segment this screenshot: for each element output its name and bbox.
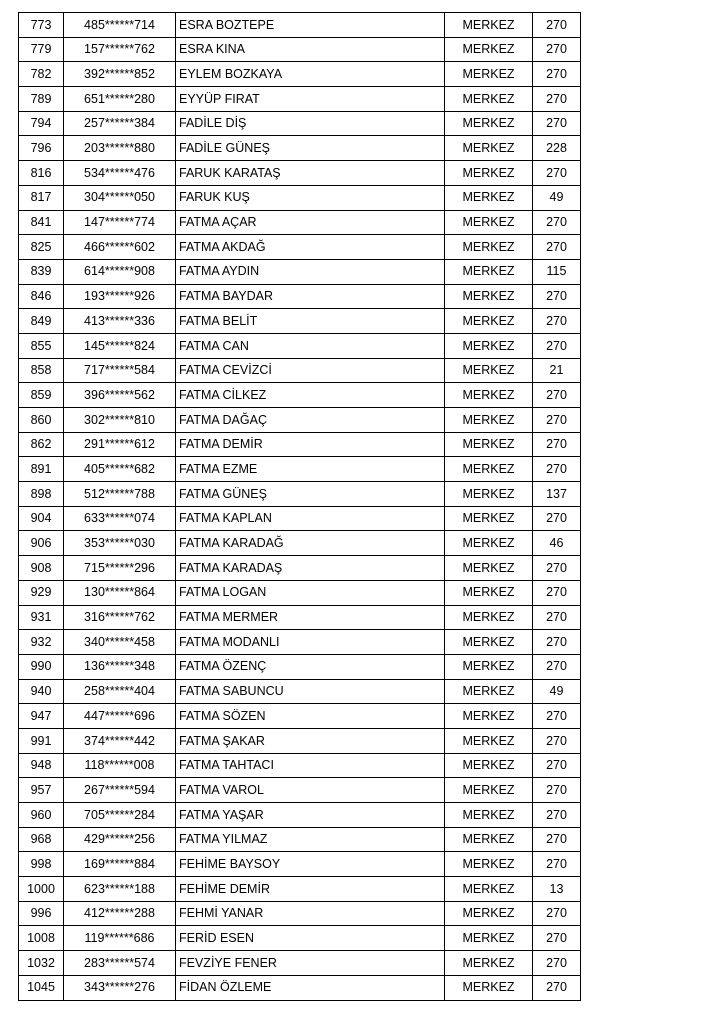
row-number-cell: 929 [19, 580, 64, 605]
row-number-cell: 782 [19, 62, 64, 87]
table-row [19, 457, 581, 482]
masked-id-cell: 257******384 [64, 111, 176, 136]
table-row [19, 235, 581, 260]
row-number-cell: 940 [19, 679, 64, 704]
full-name-cell: FATMA SABUNCU [176, 679, 445, 704]
row-number-cell: 860 [19, 408, 64, 433]
region-cell: MERKEZ [445, 333, 533, 358]
amount-cell: 49 [533, 679, 581, 704]
full-name-cell: FATMA BELİT [176, 309, 445, 334]
amount-cell: 270 [533, 408, 581, 433]
amount-cell: 270 [533, 556, 581, 581]
region-cell: MERKEZ [445, 185, 533, 210]
masked-id-cell: 512******788 [64, 482, 176, 507]
table-row [19, 87, 581, 112]
amount-cell: 270 [533, 704, 581, 729]
amount-cell: 270 [533, 926, 581, 951]
amount-cell: 270 [533, 827, 581, 852]
row-number-cell: 968 [19, 827, 64, 852]
row-number-cell: 1045 [19, 975, 64, 1000]
region-cell: MERKEZ [445, 556, 533, 581]
table-row [19, 630, 581, 655]
amount-cell: 270 [533, 753, 581, 778]
masked-id-cell: 267******594 [64, 778, 176, 803]
full-name-cell: FATMA DEMİR [176, 432, 445, 457]
amount-cell: 270 [533, 432, 581, 457]
row-number-cell: 858 [19, 358, 64, 383]
masked-id-cell: 304******050 [64, 185, 176, 210]
row-number-cell: 794 [19, 111, 64, 136]
table-row [19, 580, 581, 605]
amount-cell: 270 [533, 803, 581, 828]
masked-id-cell: 412******288 [64, 901, 176, 926]
full-name-cell: FEVZİYE FENER [176, 951, 445, 976]
row-number-cell: 947 [19, 704, 64, 729]
table-row [19, 482, 581, 507]
row-number-cell: 904 [19, 506, 64, 531]
masked-id-cell: 485******714 [64, 13, 176, 38]
masked-id-cell: 169******884 [64, 852, 176, 877]
table-row [19, 852, 581, 877]
table-row [19, 408, 581, 433]
full-name-cell: FATMA AYDIN [176, 259, 445, 284]
masked-id-cell: 447******696 [64, 704, 176, 729]
row-number-cell: 789 [19, 87, 64, 112]
region-cell: MERKEZ [445, 284, 533, 309]
masked-id-cell: 193******926 [64, 284, 176, 309]
row-number-cell: 998 [19, 852, 64, 877]
table-row [19, 284, 581, 309]
table-row [19, 803, 581, 828]
table-row [19, 185, 581, 210]
masked-id-cell: 623******188 [64, 877, 176, 902]
row-number-cell: 839 [19, 259, 64, 284]
region-cell: MERKEZ [445, 605, 533, 630]
region-cell: MERKEZ [445, 482, 533, 507]
masked-id-cell: 119******686 [64, 926, 176, 951]
region-cell: MERKEZ [445, 901, 533, 926]
full-name-cell: FATMA GÜNEŞ [176, 482, 445, 507]
table-row [19, 136, 581, 161]
amount-cell: 270 [533, 605, 581, 630]
region-cell: MERKEZ [445, 630, 533, 655]
amount-cell: 270 [533, 852, 581, 877]
row-number-cell: 846 [19, 284, 64, 309]
row-number-cell: 849 [19, 309, 64, 334]
full-name-cell: FATMA YILMAZ [176, 827, 445, 852]
table-row [19, 358, 581, 383]
row-number-cell: 898 [19, 482, 64, 507]
full-name-cell: FATMA KARADAĞ [176, 531, 445, 556]
amount-cell: 270 [533, 210, 581, 235]
region-cell: MERKEZ [445, 37, 533, 62]
full-name-cell: FARUK KARATAŞ [176, 161, 445, 186]
full-name-cell: FATMA ŞAKAR [176, 728, 445, 753]
full-name-cell: FATMA LOGAN [176, 580, 445, 605]
row-number-cell: 779 [19, 37, 64, 62]
row-number-cell: 841 [19, 210, 64, 235]
amount-cell: 270 [533, 778, 581, 803]
full-name-cell: FATMA CEVİZCİ [176, 358, 445, 383]
region-cell: MERKEZ [445, 506, 533, 531]
region-cell: MERKEZ [445, 654, 533, 679]
row-number-cell: 960 [19, 803, 64, 828]
region-cell: MERKEZ [445, 136, 533, 161]
region-cell: MERKEZ [445, 432, 533, 457]
row-number-cell: 990 [19, 654, 64, 679]
masked-id-cell: 118******008 [64, 753, 176, 778]
full-name-cell: EYYÜP FIRAT [176, 87, 445, 112]
table-row [19, 951, 581, 976]
full-name-cell: FATMA MODANLI [176, 630, 445, 655]
amount-cell: 49 [533, 185, 581, 210]
masked-id-cell: 343******276 [64, 975, 176, 1000]
row-number-cell: 996 [19, 901, 64, 926]
row-number-cell: 773 [19, 13, 64, 38]
row-number-cell: 817 [19, 185, 64, 210]
table-row [19, 210, 581, 235]
full-name-cell: FATMA AKDAĞ [176, 235, 445, 260]
table-row [19, 556, 581, 581]
table-row [19, 704, 581, 729]
full-name-cell: FERİD ESEN [176, 926, 445, 951]
table-row [19, 728, 581, 753]
region-cell: MERKEZ [445, 852, 533, 877]
masked-id-cell: 136******348 [64, 654, 176, 679]
table-row [19, 778, 581, 803]
amount-cell: 270 [533, 111, 581, 136]
row-number-cell: 908 [19, 556, 64, 581]
amount-cell: 270 [533, 654, 581, 679]
masked-id-cell: 413******336 [64, 309, 176, 334]
region-cell: MERKEZ [445, 778, 533, 803]
amount-cell: 270 [533, 161, 581, 186]
amount-cell: 270 [533, 284, 581, 309]
region-cell: MERKEZ [445, 13, 533, 38]
table-row [19, 432, 581, 457]
amount-cell: 270 [533, 87, 581, 112]
row-number-cell: 957 [19, 778, 64, 803]
full-name-cell: FADİLE GÜNEŞ [176, 136, 445, 161]
row-number-cell: 1000 [19, 877, 64, 902]
masked-id-cell: 405******682 [64, 457, 176, 482]
full-name-cell: FATMA YAŞAR [176, 803, 445, 828]
full-name-cell: ESRA KINA [176, 37, 445, 62]
table-row [19, 506, 581, 531]
region-cell: MERKEZ [445, 679, 533, 704]
masked-id-cell: 316******762 [64, 605, 176, 630]
amount-cell: 270 [533, 235, 581, 260]
amount-cell: 270 [533, 309, 581, 334]
table-row [19, 333, 581, 358]
full-name-cell: FATMA CAN [176, 333, 445, 358]
full-name-cell: FATMA SÖZEN [176, 704, 445, 729]
amount-cell: 115 [533, 259, 581, 284]
amount-cell: 270 [533, 506, 581, 531]
masked-id-cell: 705******284 [64, 803, 176, 828]
masked-id-cell: 717******584 [64, 358, 176, 383]
amount-cell: 270 [533, 975, 581, 1000]
full-name-cell: FEHİME DEMİR [176, 877, 445, 902]
region-cell: MERKEZ [445, 161, 533, 186]
region-cell: MERKEZ [445, 457, 533, 482]
amount-cell: 137 [533, 482, 581, 507]
full-name-cell: FATMA KAPLAN [176, 506, 445, 531]
row-number-cell: 816 [19, 161, 64, 186]
row-number-cell: 825 [19, 235, 64, 260]
amount-cell: 270 [533, 580, 581, 605]
table-row [19, 753, 581, 778]
region-cell: MERKEZ [445, 580, 533, 605]
full-name-cell: FATMA DAĞAÇ [176, 408, 445, 433]
region-cell: MERKEZ [445, 111, 533, 136]
region-cell: MERKEZ [445, 383, 533, 408]
masked-id-cell: 651******280 [64, 87, 176, 112]
amount-cell: 270 [533, 728, 581, 753]
amount-cell: 13 [533, 877, 581, 902]
full-name-cell: EYLEM BOZKAYA [176, 62, 445, 87]
full-name-cell: FEHMİ YANAR [176, 901, 445, 926]
region-cell: MERKEZ [445, 87, 533, 112]
masked-id-cell: 130******864 [64, 580, 176, 605]
full-name-cell: FATMA EZME [176, 457, 445, 482]
full-name-cell: FİDAN ÖZLEME [176, 975, 445, 1000]
region-cell: MERKEZ [445, 235, 533, 260]
region-cell: MERKEZ [445, 408, 533, 433]
amount-cell: 270 [533, 901, 581, 926]
masked-id-cell: 302******810 [64, 408, 176, 433]
row-number-cell: 931 [19, 605, 64, 630]
table-row [19, 654, 581, 679]
row-number-cell: 1008 [19, 926, 64, 951]
region-cell: MERKEZ [445, 827, 533, 852]
full-name-cell: ESRA BOZTEPE [176, 13, 445, 38]
table-body [19, 13, 581, 1001]
full-name-cell: FATMA TAHTACI [176, 753, 445, 778]
region-cell: MERKEZ [445, 728, 533, 753]
region-cell: MERKEZ [445, 62, 533, 87]
region-cell: MERKEZ [445, 951, 533, 976]
masked-id-cell: 353******030 [64, 531, 176, 556]
table-row [19, 37, 581, 62]
table-row [19, 309, 581, 334]
amount-cell: 270 [533, 457, 581, 482]
amount-cell: 46 [533, 531, 581, 556]
table-row [19, 111, 581, 136]
full-name-cell: FATMA ÖZENÇ [176, 654, 445, 679]
region-cell: MERKEZ [445, 259, 533, 284]
table-row [19, 62, 581, 87]
full-name-cell: FATMA AÇAR [176, 210, 445, 235]
amount-cell: 228 [533, 136, 581, 161]
table-row [19, 877, 581, 902]
masked-id-cell: 145******824 [64, 333, 176, 358]
masked-id-cell: 466******602 [64, 235, 176, 260]
row-number-cell: 932 [19, 630, 64, 655]
masked-id-cell: 340******458 [64, 630, 176, 655]
full-name-cell: FATMA KARADAŞ [176, 556, 445, 581]
document-page [18, 12, 580, 1001]
masked-id-cell: 157******762 [64, 37, 176, 62]
table-row [19, 679, 581, 704]
beneficiary-table [18, 12, 581, 1001]
region-cell: MERKEZ [445, 753, 533, 778]
region-cell: MERKEZ [445, 210, 533, 235]
masked-id-cell: 258******404 [64, 679, 176, 704]
full-name-cell: FEHİME BAYSOY [176, 852, 445, 877]
masked-id-cell: 147******774 [64, 210, 176, 235]
full-name-cell: FATMA CİLKEZ [176, 383, 445, 408]
masked-id-cell: 715******296 [64, 556, 176, 581]
table-row [19, 13, 581, 38]
region-cell: MERKEZ [445, 803, 533, 828]
region-cell: MERKEZ [445, 926, 533, 951]
region-cell: MERKEZ [445, 358, 533, 383]
masked-id-cell: 633******074 [64, 506, 176, 531]
amount-cell: 270 [533, 951, 581, 976]
full-name-cell: FADİLE DİŞ [176, 111, 445, 136]
masked-id-cell: 203******880 [64, 136, 176, 161]
region-cell: MERKEZ [445, 877, 533, 902]
region-cell: MERKEZ [445, 704, 533, 729]
masked-id-cell: 534******476 [64, 161, 176, 186]
masked-id-cell: 374******442 [64, 728, 176, 753]
amount-cell: 270 [533, 37, 581, 62]
amount-cell: 270 [533, 62, 581, 87]
row-number-cell: 862 [19, 432, 64, 457]
amount-cell: 270 [533, 383, 581, 408]
row-number-cell: 1032 [19, 951, 64, 976]
full-name-cell: FATMA VAROL [176, 778, 445, 803]
row-number-cell: 891 [19, 457, 64, 482]
masked-id-cell: 614******908 [64, 259, 176, 284]
masked-id-cell: 291******612 [64, 432, 176, 457]
masked-id-cell: 396******562 [64, 383, 176, 408]
table-row [19, 605, 581, 630]
table-row [19, 383, 581, 408]
full-name-cell: FATMA BAYDAR [176, 284, 445, 309]
masked-id-cell: 429******256 [64, 827, 176, 852]
table-row [19, 827, 581, 852]
full-name-cell: FARUK KUŞ [176, 185, 445, 210]
row-number-cell: 948 [19, 753, 64, 778]
region-cell: MERKEZ [445, 975, 533, 1000]
table-row [19, 975, 581, 1000]
full-name-cell: FATMA MERMER [176, 605, 445, 630]
row-number-cell: 859 [19, 383, 64, 408]
row-number-cell: 991 [19, 728, 64, 753]
amount-cell: 270 [533, 333, 581, 358]
table-row [19, 161, 581, 186]
masked-id-cell: 283******574 [64, 951, 176, 976]
table-row [19, 259, 581, 284]
region-cell: MERKEZ [445, 531, 533, 556]
amount-cell: 270 [533, 630, 581, 655]
table-row [19, 531, 581, 556]
row-number-cell: 796 [19, 136, 64, 161]
amount-cell: 21 [533, 358, 581, 383]
amount-cell: 270 [533, 13, 581, 38]
masked-id-cell: 392******852 [64, 62, 176, 87]
table-row [19, 901, 581, 926]
row-number-cell: 855 [19, 333, 64, 358]
table-row [19, 926, 581, 951]
region-cell: MERKEZ [445, 309, 533, 334]
row-number-cell: 906 [19, 531, 64, 556]
